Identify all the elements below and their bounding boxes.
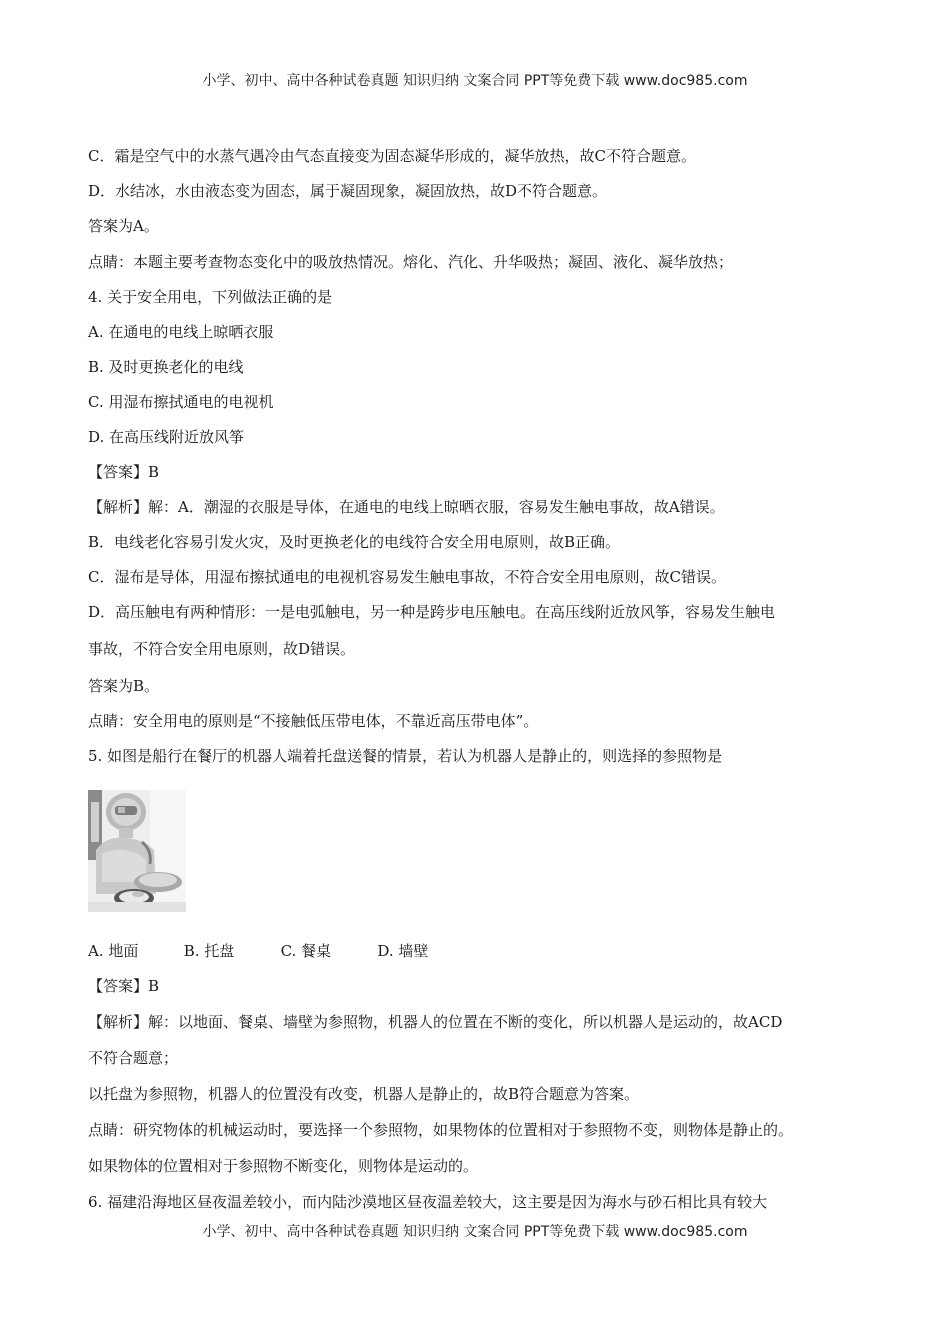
answer-label: 【答案】B bbox=[88, 977, 160, 995]
options-row bbox=[88, 941, 428, 961]
answer-label: 【答案】B bbox=[88, 463, 160, 481]
analysis-line: 以托盘为参照物，机器人的位置没有改变，机器人是静止的，故B符合题意为答案。 bbox=[88, 1085, 640, 1103]
text-line: 答案为B。 bbox=[88, 677, 160, 695]
text-line: C．霜是空气中的水蒸气遇冷由气态直接变为固态凝华形成的，凝华放热，故C不符合题意。 bbox=[88, 147, 696, 165]
question-5: 5. 如图是船行在餐厅的机器人端着托盘送餐的情景，若认为机器人是静止的，则选择的参照物是 bbox=[88, 747, 723, 765]
page-header: 小学、初中、高中各种试卷真题 知识归纳 文案合同 PPT等免费下载 www.doc985.com bbox=[202, 73, 748, 89]
analysis-line: 【解析】解：以地面、餐桌、墙壁为参照物，机器人的位置在不断的变化，所以机器人是运动的，故ACD bbox=[88, 1013, 783, 1031]
option-a: A. 地面 bbox=[88, 942, 139, 960]
question-4: 4. 关于安全用电，下列做法正确的是 bbox=[88, 288, 333, 306]
analysis-line: B．电线老化容易引发火灾，及时更换老化的电线符合安全用电原则，故B正确。 bbox=[88, 533, 621, 551]
question-6: 6. 福建沿海地区昼夜温差较小，而内陆沙漠地区昼夜温差较大，这主要是因为海水与砂石相比具有较大 bbox=[88, 1193, 768, 1211]
option-c: C. 用湿布擦拭通电的电视机 bbox=[88, 393, 274, 411]
text-line: D．水结冰，水由液态变为固态，属于凝固现象，凝固放热，故D不符合题意。 bbox=[88, 182, 608, 200]
analysis-line: 【解析】解：A．潮湿的衣服是导体，在通电的电线上晾晒衣服，容易发生触电事故，故A错误。 bbox=[88, 498, 725, 516]
analysis-line: 事故，不符合安全用电原则，故D错误。 bbox=[88, 640, 356, 658]
analysis-line: C．湿布是导体，用湿布擦拭通电的电视机容易发生触电事故，不符合安全用电原则，故C错误。 bbox=[88, 568, 726, 586]
text-line: 答案为A。 bbox=[88, 217, 159, 235]
option-b: B. 托盘 bbox=[183, 942, 235, 960]
option-a: A. 在通电的电线上晾晒衣服 bbox=[88, 323, 274, 341]
page-footer: 小学、初中、高中各种试卷真题 知识归纳 文案合同 PPT等免费下载 www.doc985.com bbox=[202, 1224, 748, 1240]
option-b: B. 及时更换老化的电线 bbox=[88, 358, 244, 376]
option-d: D. 在高压线附近放风筝 bbox=[88, 428, 245, 446]
text-line: 点睛：安全用电的原则是“不接触低压带电体，不靠近高压带电体”。 bbox=[88, 712, 539, 730]
text-line: 点睛：本题主要考查物态变化中的吸放热情况。熔化、汽化、升华吸热；凝固、液化、凝华放热； bbox=[88, 253, 734, 271]
text-line: 点睛：研究物体的机械运动时，要选择一个参照物，如果物体的位置相对于参照物不变，则物体是静止的。 bbox=[88, 1121, 794, 1139]
robot-photo bbox=[88, 790, 186, 912]
analysis-line: D．高压触电有两种情形：一是电弧触电，另一种是跨步电压触电。在高压线附近放风筝，容易发生触电 bbox=[88, 603, 776, 621]
option-c: C. 餐桌 bbox=[280, 942, 332, 960]
analysis-line: 不符合题意； bbox=[88, 1049, 179, 1067]
robot-illustration bbox=[88, 790, 186, 912]
text-line: 如果物体的位置相对于参照物不断变化，则物体是运动的。 bbox=[88, 1157, 479, 1175]
option-d: D. 墙壁 bbox=[377, 942, 429, 960]
